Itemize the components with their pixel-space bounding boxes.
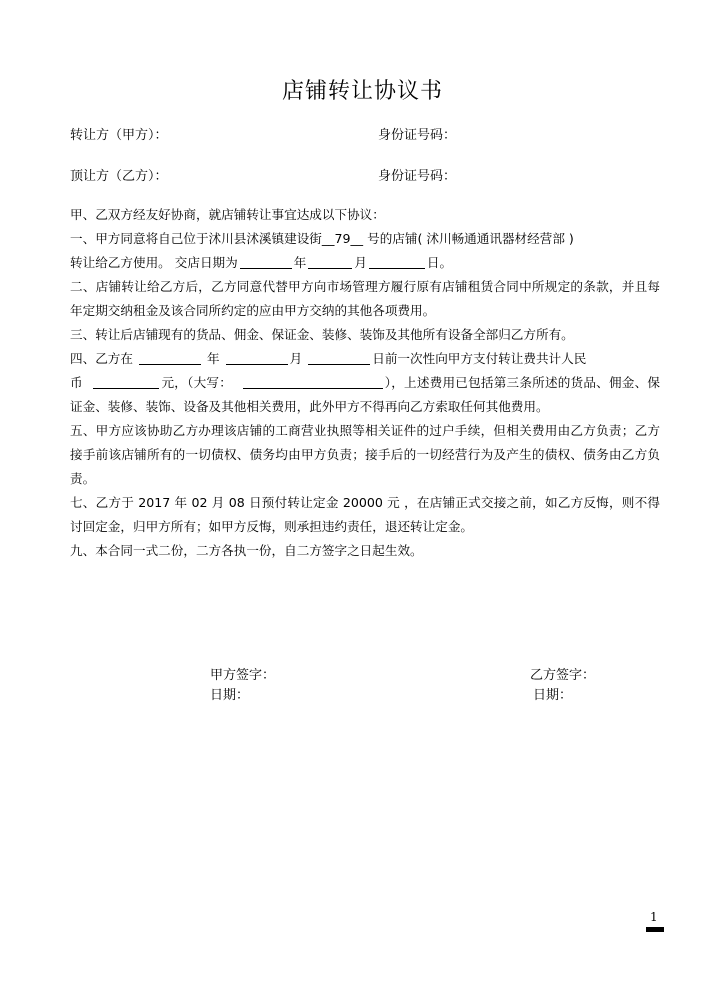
handover-year-blank [240,254,292,269]
transferee-id-label: 身份证号码： [378,169,457,184]
clause-9: 九、本合同一式二份，二方各执一份，自二方签字之日起生效。 [70,543,423,558]
clause-4-bi: 币 [70,375,83,390]
clause-4 [70,347,660,419]
page-number: 1 [650,910,658,924]
payment-month-blank [226,350,288,365]
clause-1-street-number: __79__ [321,231,364,246]
party-a-date-label: 日期： [210,688,250,703]
agreement-body [70,203,660,563]
clause-1-text-a: 一、甲方同意将自己位于沭川县沭溪镇建设街 [70,231,322,246]
payment-year-blank [139,350,201,365]
clause-1-day: 日。 [426,255,453,270]
clause-1 [70,227,660,275]
party-b-signature-label: 乙方签字： [530,668,596,683]
handover-day-blank [369,254,425,269]
clause-4-month: 月 [289,351,303,366]
clause-1-month: 月 [354,255,367,270]
page-number-bar [646,927,664,932]
clause-1-text-b: 号的店铺( 沭川畅通通讯器材经营部 ) [363,231,574,246]
payment-day-blank [308,350,370,365]
clause-4-close: ），上述费用已包括第三条所述的货品、佣金、保证金、装修、装饰、设备及其他相关费用，此外甲方不得再向乙方索取任何其他费用。 [70,375,661,414]
clause-5: 五、甲方应该协助乙方办理该店铺的工商营业执照等相关证件的过户手续，但相关费用由乙方负责；乙方接手前该店铺所有的一切债权、债务均由甲方负责；接手后的一切经营行为及产生的债权、债务由乙方负责。 [70,423,660,486]
handover-month-blank [308,254,352,269]
transferor-id-label: 身份证号码： [378,128,457,143]
clause-7: 七、乙方于 2017 年 02 月 08 日预付转让定金 20000 元 ，在店铺正式交接之前，如乙方反悔，则不得讨回定金，归甲方所有；如甲方反悔，则承担违约责任，退还转让定金。 [70,495,660,534]
fee-capital-blank [243,374,383,389]
clause-4-yuan: 元，（大写： [161,375,233,390]
fee-amount-blank [93,374,159,389]
party-b-date-label: 日期： [533,688,573,703]
clause-2: 二、店铺转让给乙方后，乙方同意代替甲方向市场管理方履行原有店铺租赁合同中所规定的条款，并且每年定期交纳租金及该合同所约定的应由甲方交纳的其他各项费用。 [70,279,660,318]
clause-1-year: 年 [293,255,307,270]
clause-4-text-a: 四、乙方在 [70,351,133,366]
clause-3: 三、转让后店铺现有的货品、佣金、保证金、装修、装饰及其他所有设备全部归乙方所有。 [70,327,574,342]
clause-intro: 甲、乙双方经友好协商，就店铺转让事宜达成以下协议： [70,207,385,222]
clause-4-text-rest: 日前一次性向甲方支付转让费共计人民 [372,351,587,366]
party-a-signature-label: 甲方签字： [210,668,276,683]
document-title: 店铺转让协议书 [281,79,443,104]
transferor-label: 转让方（甲方）： [70,128,168,143]
clause-1-text-c: 转让给乙方使用。 交店日期为 [70,255,238,270]
transferee-label: 顶让方（乙方）： [70,169,168,184]
clause-4-year: 年 [207,351,220,366]
